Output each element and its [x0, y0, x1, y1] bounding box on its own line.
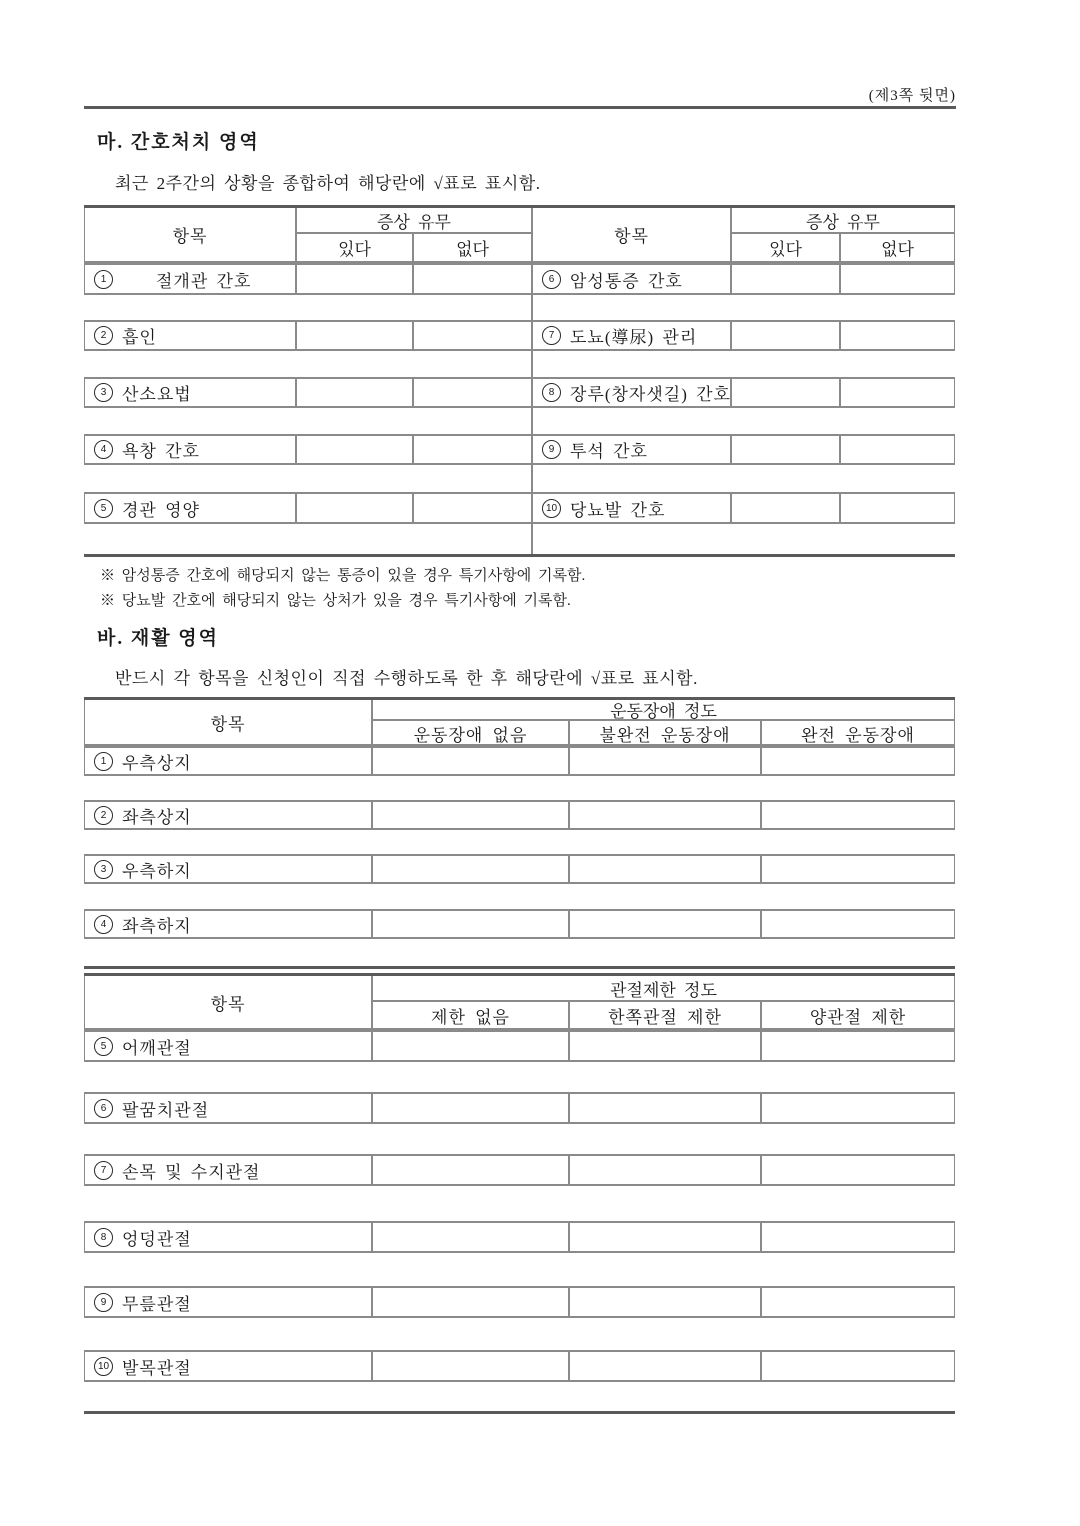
check-cell-no[interactable]: [841, 494, 954, 522]
check-cell-yes[interactable]: [732, 494, 841, 522]
item-label: 산소요법: [122, 385, 192, 404]
center-divider: [531, 408, 533, 434]
check-cell-both-joints[interactable]: [762, 1094, 954, 1122]
table-bottom-border: [84, 554, 955, 557]
check-cell-none[interactable]: [373, 911, 570, 937]
joint-table-header: [84, 976, 955, 1030]
table-row: [84, 434, 955, 465]
column-header: 양관절 제한: [809, 1007, 907, 1027]
joint-table: [84, 976, 955, 1414]
section-heading-rehab: 바. 재활 영역: [97, 628, 220, 649]
item-label: 장루(창자샛길) 간호: [570, 385, 731, 404]
item-label: 당뇨발 간호: [570, 500, 666, 520]
check-cell-partial[interactable]: [570, 748, 762, 774]
check-cell-yes[interactable]: [297, 322, 414, 349]
column-header-item: 항목: [172, 227, 208, 246]
check-cell-no[interactable]: [841, 379, 954, 406]
column-header-yes: 있다: [769, 240, 802, 259]
center-divider: [531, 351, 533, 377]
check-cell-none[interactable]: [373, 1223, 570, 1251]
check-cell-one-joint[interactable]: [570, 1032, 762, 1060]
nursing-table-header: [84, 208, 955, 263]
check-cell-yes[interactable]: [732, 436, 841, 463]
item-number: 3: [94, 860, 113, 879]
table-row: [84, 1286, 955, 1318]
item-number: 1: [94, 752, 113, 771]
footnote: ※ 당뇨발 간호에 해당되지 않는 상처가 있을 경우 특기사항에 기록함.: [100, 593, 571, 609]
column-header: 운동장애 없음: [413, 726, 528, 745]
item-number: 2: [94, 326, 113, 345]
table-row: [84, 909, 955, 939]
item-number: 1: [94, 270, 113, 289]
item-number: 2: [94, 806, 113, 825]
item-label: 흡인: [122, 328, 157, 347]
check-cell-partial[interactable]: [570, 802, 762, 828]
item-label: 우측상지: [122, 753, 192, 773]
column-header-item: 항목: [210, 994, 246, 1014]
check-cell-none[interactable]: [373, 802, 570, 828]
table-row: [84, 492, 955, 524]
check-cell-yes[interactable]: [297, 436, 414, 463]
check-cell-yes[interactable]: [297, 379, 414, 406]
page-reference: (제3쪽 뒷면): [868, 88, 956, 104]
check-cell-yes[interactable]: [732, 265, 841, 293]
item-label: 손목 및 수지관절: [122, 1162, 261, 1182]
check-cell-none[interactable]: [373, 1288, 570, 1316]
check-cell-both-joints[interactable]: [762, 1288, 954, 1316]
item-number: 4: [94, 915, 113, 934]
table-row: [84, 1154, 955, 1186]
column-header-item: 항목: [210, 714, 246, 734]
column-header: 제한 없음: [431, 1007, 510, 1027]
item-number: 8: [542, 383, 561, 402]
motor-table: [84, 697, 955, 940]
motor-table-header: [84, 700, 955, 746]
check-cell-none[interactable]: [373, 1156, 570, 1184]
center-divider: [531, 295, 533, 320]
check-cell-complete[interactable]: [762, 748, 954, 774]
column-group-header: 관절제한 정도: [373, 976, 954, 1002]
check-cell-complete[interactable]: [762, 856, 954, 882]
item-label: 발목관절: [122, 1358, 192, 1378]
column-header: 한쪽관절 제한: [608, 1007, 722, 1027]
check-cell-both-joints[interactable]: [762, 1223, 954, 1251]
check-cell-yes[interactable]: [297, 494, 414, 522]
check-cell-complete[interactable]: [762, 911, 954, 937]
footnote: ※ 암성통증 간호에 해당되지 않는 통증이 있을 경우 특기사항에 기록함.: [100, 568, 586, 584]
row-spacer: [84, 408, 955, 434]
table-row: [84, 854, 955, 884]
check-cell-no[interactable]: [414, 494, 533, 522]
check-cell-none[interactable]: [373, 1352, 570, 1380]
check-cell-none[interactable]: [373, 748, 570, 774]
check-cell-none[interactable]: [373, 1094, 570, 1122]
check-cell-no[interactable]: [841, 436, 954, 463]
column-header-symptom: 증상 유무: [732, 208, 954, 234]
item-number: 9: [94, 1293, 113, 1312]
check-cell-complete[interactable]: [762, 802, 954, 828]
check-cell-none[interactable]: [373, 856, 570, 882]
row-spacer: [84, 295, 955, 320]
item-label: 욕창 간호: [122, 442, 200, 461]
check-cell-no[interactable]: [414, 379, 533, 406]
section-heading-nursing: 마. 간호처치 영역: [97, 132, 260, 153]
column-header: 불완전 운동장애: [599, 726, 731, 745]
item-number: 3: [94, 383, 113, 402]
item-number: 9: [542, 440, 561, 459]
row-spacer: [84, 351, 955, 377]
item-label: 투석 간호: [570, 442, 648, 461]
top-rule: [84, 106, 956, 109]
item-label: 팔꿈치관절: [122, 1100, 210, 1120]
column-header-no: 없다: [456, 240, 489, 259]
rehab-instruction: 반드시 각 항목을 신청인이 직접 수행하도록 한 후 해당란에 √표로 표시함.: [115, 669, 698, 688]
column-header-yes: 있다: [338, 240, 371, 259]
table-row: [84, 377, 955, 408]
table-row: [84, 1092, 955, 1124]
item-number: 10: [542, 499, 561, 518]
table-row: [84, 263, 955, 295]
column-group-header: 운동장애 정도: [373, 700, 954, 721]
column-header-symptom: 증상 유무: [297, 208, 531, 234]
check-cell-no[interactable]: [841, 322, 954, 349]
center-divider: [531, 465, 533, 492]
check-cell-no[interactable]: [414, 436, 533, 463]
item-label: 엉덩관절: [122, 1229, 192, 1249]
check-cell-both-joints[interactable]: [762, 1156, 954, 1184]
item-number: 6: [542, 270, 561, 289]
center-divider: [531, 524, 533, 554]
check-cell-both-joints[interactable]: [762, 1352, 954, 1380]
item-label: 무릎관절: [122, 1294, 192, 1314]
item-label: 경관 영양: [122, 500, 200, 520]
column-header-no: 없다: [881, 240, 914, 259]
check-cell-both-joints[interactable]: [762, 1032, 954, 1060]
row-spacer: [84, 465, 955, 492]
item-label: 암성통증 간호: [570, 271, 683, 291]
table-bottom-border: [84, 1411, 955, 1414]
item-number: 5: [94, 499, 113, 518]
check-cell-yes[interactable]: [732, 379, 841, 406]
double-rule-top: [84, 966, 955, 969]
item-number: 6: [94, 1099, 113, 1118]
table-row: [84, 1030, 955, 1062]
check-cell-yes[interactable]: [297, 265, 414, 293]
item-label: 절개관 간호: [156, 271, 252, 291]
item-number: 4: [94, 440, 113, 459]
column-header: 완전 운동장애: [801, 726, 915, 745]
check-cell-no[interactable]: [414, 265, 533, 293]
check-cell-one-joint[interactable]: [570, 1352, 762, 1380]
nursing-table: [84, 205, 955, 557]
table-row: [84, 1221, 955, 1253]
item-label: 좌측상지: [122, 807, 192, 827]
table-row: [84, 746, 955, 776]
item-label: 어깨관절: [122, 1038, 192, 1058]
check-cell-one-joint[interactable]: [570, 1223, 762, 1251]
table-row: [84, 320, 955, 351]
item-label: 좌측하지: [122, 916, 192, 936]
item-number: 7: [542, 326, 561, 345]
item-label: 도뇨(導尿) 관리: [570, 328, 698, 347]
check-cell-partial[interactable]: [570, 911, 762, 937]
item-number: 10: [94, 1357, 113, 1376]
row-spacer: [84, 524, 955, 554]
check-cell-one-joint[interactable]: [570, 1094, 762, 1122]
check-cell-no[interactable]: [841, 265, 954, 293]
table-row: [84, 800, 955, 830]
check-cell-no[interactable]: [414, 322, 533, 349]
check-cell-partial[interactable]: [570, 856, 762, 882]
check-cell-one-joint[interactable]: [570, 1288, 762, 1316]
check-cell-yes[interactable]: [732, 322, 841, 349]
item-number: 7: [94, 1161, 113, 1180]
item-number: 5: [94, 1037, 113, 1056]
check-cell-none[interactable]: [373, 1032, 570, 1060]
check-cell-one-joint[interactable]: [570, 1156, 762, 1184]
column-header-item: 항목: [614, 227, 649, 246]
nursing-instruction: 최근 2주간의 상황을 종합하여 해당란에 √표로 표시함.: [115, 174, 541, 193]
table-row: [84, 1350, 955, 1382]
item-number: 8: [94, 1228, 113, 1247]
item-label: 우측하지: [122, 861, 192, 881]
